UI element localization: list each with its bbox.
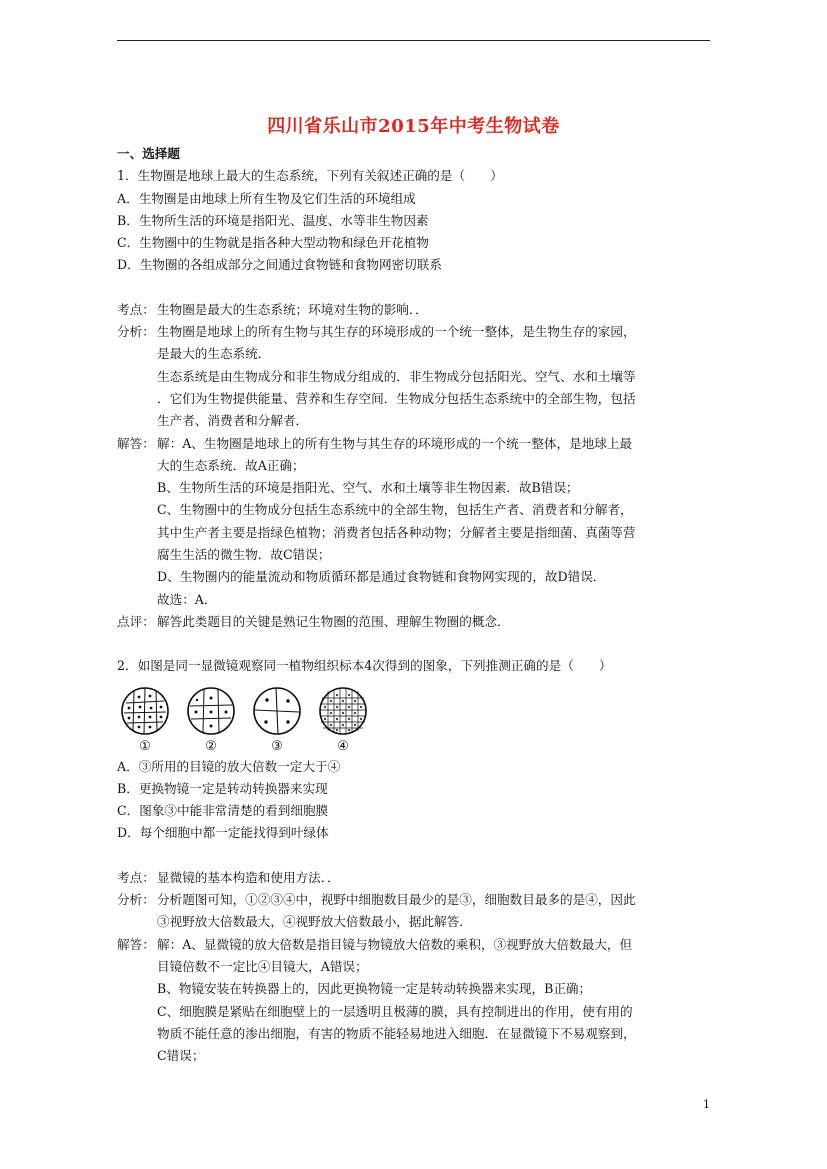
- jieda-line: B、生物所生活的环境是指阳光、空气、水和土壤等非生物因素．故B错误；: [157, 480, 579, 496]
- section-heading: 一、选择题: [117, 146, 180, 161]
- kaodian-text: 显微镜的基本构造和使用方法．．: [157, 869, 340, 885]
- jieda-label: 解答：: [117, 435, 155, 451]
- microscope-view-3-image: [252, 686, 302, 736]
- figure-label: ③: [271, 738, 283, 754]
- q2-option-d: D．每个细胞中都一定能找得到叶绿体: [117, 825, 329, 841]
- q1-stem: 1．生物圈是地球上最大的生态系统，下列有关叙述正确的是（ ）: [117, 168, 503, 184]
- fenxi-line: 是最大的生态系统．: [157, 346, 271, 362]
- jieda-label: 解答：: [117, 936, 155, 952]
- q2-kaodian: [117, 867, 713, 889]
- fenxi-line: 生物圈是地球上的所有生物与其生存的环境形成的一个统一整体，是生物生存的家园，: [157, 324, 636, 340]
- jieda-line: 物质不能任意的渗出细胞，有害的物质不能轻易地进入细胞．在显微镜下不易观察到，: [157, 1025, 636, 1041]
- q1-option-c: C．生物圈中的生物就是指各种大型动物和绿色开花植物: [117, 235, 429, 251]
- jieda-line: 故选：A．: [157, 591, 217, 607]
- q1-dianping: [117, 611, 713, 633]
- jieda-line: 解：A、生物圈是地球上的所有生物与其生存的环境形成的一个统一整体，是地球上最: [157, 435, 633, 451]
- dianping-text: 解答此类题目的关键是熟记生物圈的范围、理解生物圈的概念．: [157, 613, 510, 629]
- kaodian-label: 考点：: [117, 301, 155, 317]
- figure-view-3: [251, 686, 303, 756]
- q1-kaodian: [117, 299, 713, 321]
- microscope-view-4-image: [318, 686, 368, 736]
- header-rule: [117, 40, 710, 41]
- q1-option-a: A．生物圈是由地球上所有生物及它们生活的环境组成: [117, 190, 416, 206]
- jieda-line: 解：A、显微镜的放大倍数是指目镜与物镜放大倍数的乘积，③视野放大倍数最大，但: [157, 936, 633, 952]
- figure-view-4: [317, 686, 369, 756]
- q1-jieda: [117, 433, 713, 611]
- jieda-line: 其中生产者主要是指绿色植物；消费者包括各种动物；分解者主要是指细菌、真菌等营: [157, 524, 636, 540]
- microscope-view-1-image: [120, 686, 170, 736]
- q1-fenxi: [117, 321, 713, 432]
- figure-label: ①: [139, 738, 151, 754]
- jieda-line: C、生物圈中的生物成分包括生态系统中的全部生物，包括生产者、消费者和分解者，: [157, 502, 633, 518]
- figure-label: ②: [205, 738, 217, 754]
- jieda-line: C、细胞膜是紧贴在细胞壁上的一层透明且极薄的膜，具有控制进出的作用，使有用的: [157, 1003, 633, 1019]
- jieda-line: 大的生态系统．故A正确；: [157, 457, 305, 473]
- figure-label: ④: [337, 738, 349, 754]
- page-number: 1: [703, 1098, 710, 1111]
- q2-option-b: B．更换物镜一定是转动转换器来实现: [117, 780, 328, 796]
- q1-option-b: B．生物所生活的环境是指阳光、温度、水等非生物因素: [117, 212, 429, 228]
- kaodian-label: 考点：: [117, 869, 155, 885]
- jieda-line: C错误；: [157, 1048, 205, 1064]
- jieda-line: 腐生生活的微生物．故C错误；: [157, 547, 331, 563]
- figure-view-2: [185, 686, 237, 756]
- dianping-label: 点评：: [117, 613, 155, 629]
- fenxi-line: 分析题图可知，①②③④中，视野中细胞数目最少的是③，细胞数目最多的是④，因此: [157, 892, 636, 908]
- fenxi-line: ．它们为生物提供能量、营养和生存空间．生物成分包括生态系统中的全部生物，包括: [157, 390, 636, 406]
- q2-stem: 2．如图是同一显微镜观察同一植物组织标本4次得到的图象，下列推测正确的是（ ）: [117, 658, 612, 674]
- fenxi-line: 生产者、消费者和分解者．: [157, 413, 309, 429]
- jieda-line: B、物镜安装在转换器上的，因此更换物镜一定是转动转换器来实现，B正确；: [157, 981, 592, 997]
- document-body: [117, 143, 713, 1067]
- jieda-line: 目镜倍数不一定比④目镜大，A错误；: [157, 958, 368, 974]
- page-title: 四川省乐山市2015年中考生物试卷: [267, 116, 560, 137]
- microscope-figure: [119, 686, 713, 756]
- microscope-view-2-image: [186, 686, 236, 736]
- fenxi-label: 分析：: [117, 324, 155, 340]
- fenxi-line: ③视野放大倍数最大，④视野放大倍数最小，据此解答．: [157, 914, 472, 930]
- fenxi-label: 分析：: [117, 892, 155, 908]
- q1-option-d: D．生物圈的各组成部分之间通过食物链和食物网密切联系: [117, 257, 442, 273]
- jieda-line: D、生物圈内的能量流动和物质循环都是通过食物链和食物网实现的，故D错误．: [157, 569, 606, 585]
- q2-jieda: [117, 934, 713, 1068]
- q2-fenxi: [117, 889, 713, 934]
- q2-option-a: A．③所用的目镜的放大倍数一定大于④: [117, 758, 341, 774]
- figure-view-1: [119, 686, 171, 756]
- kaodian-text: 生物圈是最大的生态系统；环境对生物的影响．．: [157, 301, 428, 317]
- q2-option-c: C．图象③中能非常清楚的看到细胞膜: [117, 803, 329, 819]
- fenxi-line: 生态系统是由生物成分和非生物成分组成的．非生物成分包括阳光、空气、水和土壤等: [157, 368, 636, 384]
